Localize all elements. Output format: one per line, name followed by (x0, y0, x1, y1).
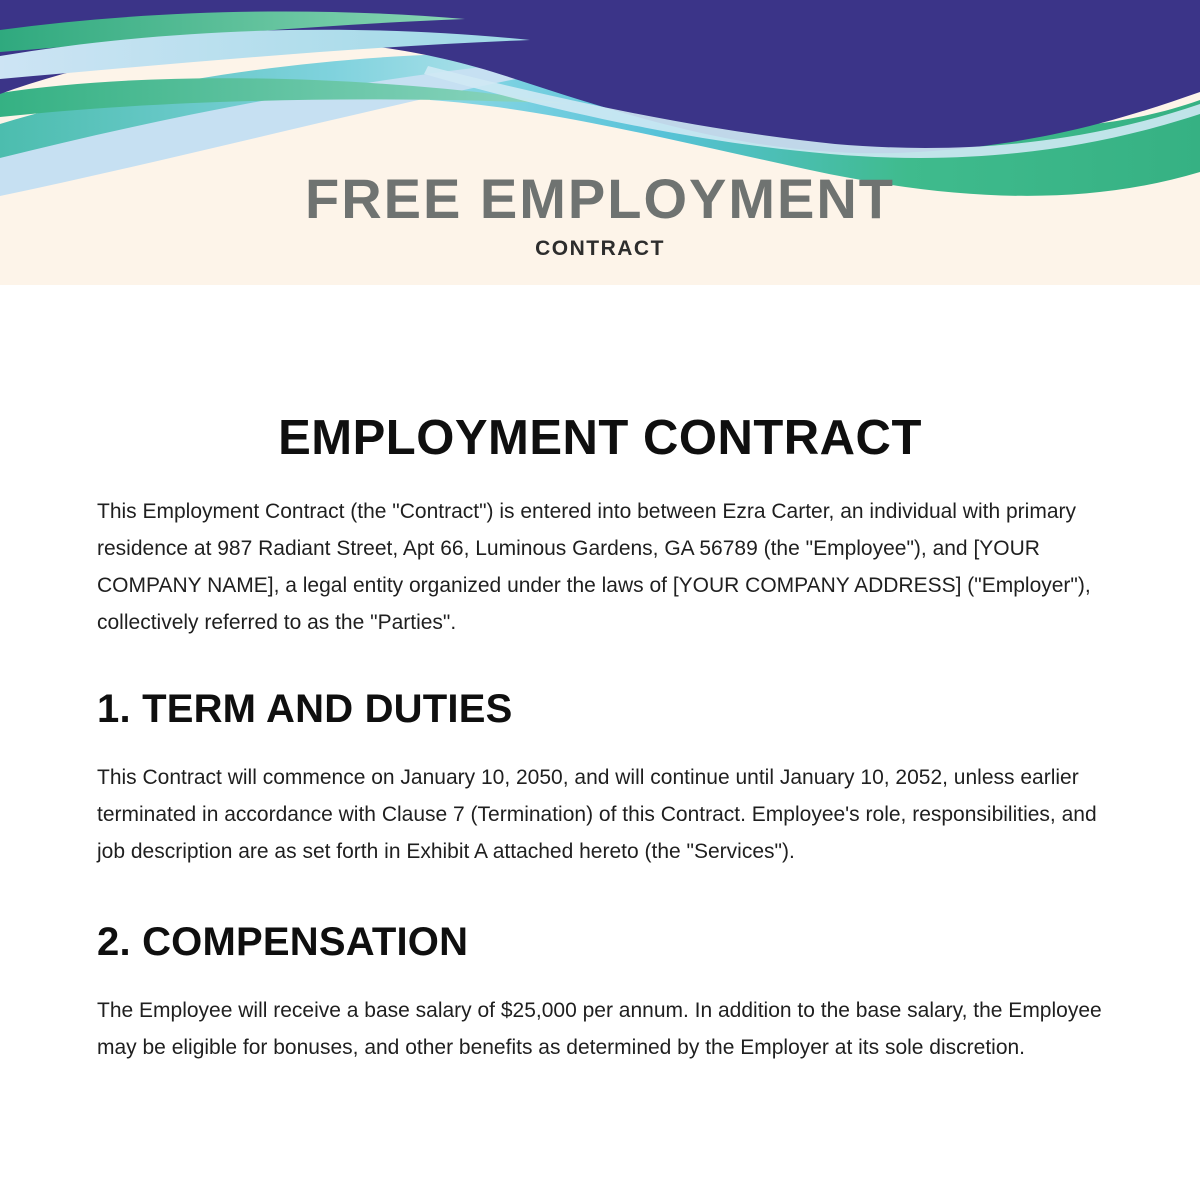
section-heading-term-and-duties: 1. TERM AND DUTIES (97, 687, 513, 731)
section-paragraph-term-and-duties: This Contract will commence on January 10, 2050, and will continue until January 10, 2052, unless earlier terminated in accordance with Clause 7 (Termination) of this Contract. Employee's role, responsibilities, and job description are as set forth in Exhibit A attached hereto (the "Services"). (97, 766, 1097, 863)
document-body (0, 411, 1200, 1066)
banner (0, 0, 1200, 285)
banner-text-block (0, 167, 1200, 260)
section-heading-compensation: 2. COMPENSATION (97, 920, 469, 964)
document-title: EMPLOYMENT CONTRACT (278, 411, 922, 465)
banner-title: FREE EMPLOYMENT (304, 167, 896, 230)
banner-subtitle: CONTRACT (535, 237, 665, 260)
section-paragraph-compensation: The Employee will receive a base salary of $25,000 per annum. In addition to the base salary, the Employee may be eligible for bonuses, and other benefits as determined by the Employer at its sole discretion. (97, 999, 1102, 1059)
intro-paragraph: This Employment Contract (the "Contract") is entered into between Ezra Carter, an individual with primary residence at 987 Radiant Street, Apt 66, Luminous Gardens, GA 56789 (the "Employee"), and [YOUR COMPANY NAME], a legal entity organized under the laws of [YOUR COMPANY ADDRESS] ("Employer"), collectively referred to as the "Parties". (97, 500, 1091, 634)
